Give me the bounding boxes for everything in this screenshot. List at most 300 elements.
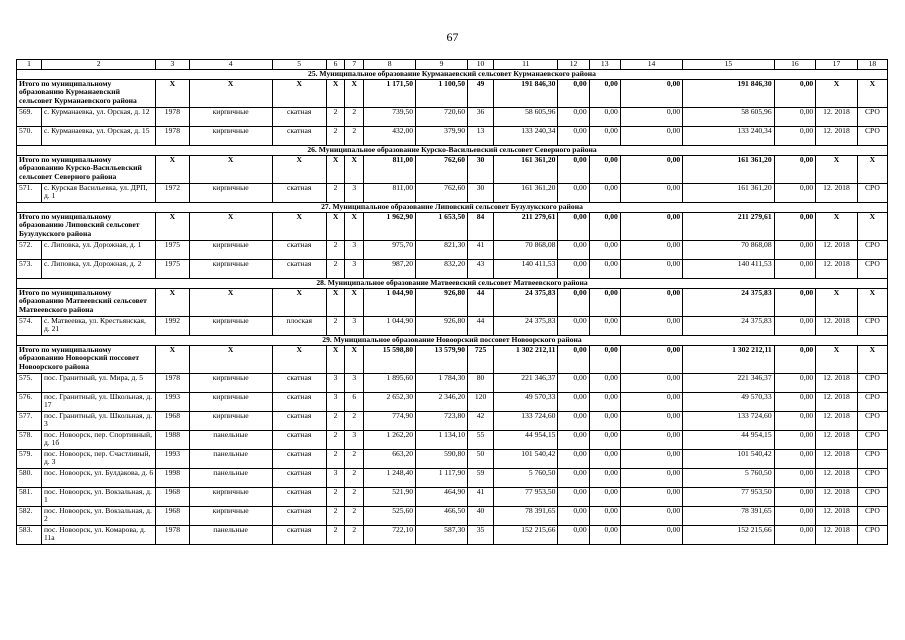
total-marker: X bbox=[816, 288, 858, 316]
total-area-value: 975,70 bbox=[364, 240, 416, 259]
floors-count: 3 bbox=[326, 468, 345, 487]
cost-value: 0,00 bbox=[774, 107, 816, 126]
entrances-count: 3 bbox=[345, 259, 364, 278]
total-marker: X bbox=[272, 345, 326, 373]
completion-deadline: 12. 2018 bbox=[816, 487, 858, 506]
total-area-value: 1 044,90 bbox=[364, 316, 416, 335]
total-cost-sum: 161 361,20 bbox=[683, 155, 774, 183]
row-number: 571. bbox=[17, 183, 42, 202]
total-cost: 211 279,61 bbox=[494, 212, 558, 240]
floors-count: 3 bbox=[326, 373, 345, 392]
repair-method: СРО bbox=[857, 183, 887, 202]
cost-value: 0,00 bbox=[589, 411, 620, 430]
cost-value: 0,00 bbox=[589, 240, 620, 259]
living-area-value: 832,20 bbox=[416, 259, 468, 278]
floors-count: 2 bbox=[326, 525, 345, 544]
cost-value: 0,00 bbox=[620, 316, 682, 335]
repair-cost: 24 375,83 bbox=[494, 316, 558, 335]
building-address: с. Курская Васильевка, ул. ДРП, д. 1 bbox=[41, 183, 155, 202]
entrances-count: 2 bbox=[345, 449, 364, 468]
column-number-header: 11 bbox=[494, 60, 558, 70]
column-number-header: 3 bbox=[156, 60, 189, 70]
table-row bbox=[17, 468, 888, 487]
table-row bbox=[17, 449, 888, 468]
total-marker: X bbox=[189, 155, 272, 183]
row-number: 581. bbox=[17, 487, 42, 506]
total-marker: X bbox=[326, 155, 345, 183]
total-value: 0,00 bbox=[774, 212, 816, 240]
cost-value: 0,00 bbox=[620, 487, 682, 506]
total-area-value: 432,00 bbox=[364, 126, 416, 145]
row-number: 574. bbox=[17, 316, 42, 335]
living-area-value: 2 346,20 bbox=[416, 392, 468, 411]
living-area-value: 466,50 bbox=[416, 506, 468, 525]
total-marker: X bbox=[857, 155, 887, 183]
residents-count: 42 bbox=[468, 411, 494, 430]
table-row bbox=[17, 373, 888, 392]
completion-deadline: 12. 2018 bbox=[816, 126, 858, 145]
construction-year: 1968 bbox=[156, 487, 189, 506]
entrances-count: 3 bbox=[345, 430, 364, 449]
total-area-value: 1 248,40 bbox=[364, 468, 416, 487]
cost-value: 0,00 bbox=[589, 487, 620, 506]
completion-deadline: 12. 2018 bbox=[816, 183, 858, 202]
page-number: 67 bbox=[446, 30, 459, 44]
repair-method: СРО bbox=[857, 316, 887, 335]
total-cost: 191 846,30 bbox=[494, 79, 558, 107]
roof-type: скатная bbox=[272, 126, 326, 145]
repair-cost-sum: 101 540,42 bbox=[683, 449, 774, 468]
roof-type: скатная bbox=[272, 392, 326, 411]
column-number-header: 4 bbox=[189, 60, 272, 70]
cost-value: 0,00 bbox=[589, 449, 620, 468]
building-address: с. Матвеевка, ул. Крестьянская, д. 21 bbox=[41, 316, 155, 335]
total-cost-sum: 24 375,83 bbox=[683, 288, 774, 316]
wall-material: панельные bbox=[189, 430, 272, 449]
table-row bbox=[17, 392, 888, 411]
total-area: 1 171,50 bbox=[364, 79, 416, 107]
cost-value: 0,00 bbox=[589, 183, 620, 202]
repair-cost: 161 361,20 bbox=[494, 183, 558, 202]
cost-value: 0,00 bbox=[558, 126, 589, 145]
total-area: 811,00 bbox=[364, 155, 416, 183]
repair-cost: 101 540,42 bbox=[494, 449, 558, 468]
repair-cost-sum: 58 605,96 bbox=[683, 107, 774, 126]
repair-cost-sum: 161 361,20 bbox=[683, 183, 774, 202]
repair-method: СРО bbox=[857, 506, 887, 525]
entrances-count: 2 bbox=[345, 487, 364, 506]
wall-material: кирпичные bbox=[189, 373, 272, 392]
completion-deadline: 12. 2018 bbox=[816, 240, 858, 259]
living-area-value: 587,30 bbox=[416, 525, 468, 544]
roof-type: скатная bbox=[272, 240, 326, 259]
living-area-value: 762,60 bbox=[416, 183, 468, 202]
living-area-value: 723,80 bbox=[416, 411, 468, 430]
table-row bbox=[17, 430, 888, 449]
building-address: с. Липовка, ул. Дорожная, д. 2 bbox=[41, 259, 155, 278]
total-marker: X bbox=[326, 345, 345, 373]
column-number-header: 17 bbox=[816, 60, 858, 70]
wall-material: панельные bbox=[189, 468, 272, 487]
entrances-count: 3 bbox=[345, 183, 364, 202]
column-number-header: 8 bbox=[364, 60, 416, 70]
entrances-count: 2 bbox=[345, 525, 364, 544]
total-cost-sum: 211 279,61 bbox=[683, 212, 774, 240]
entrances-count: 2 bbox=[345, 411, 364, 430]
floors-count: 2 bbox=[326, 183, 345, 202]
residents-count: 50 bbox=[468, 449, 494, 468]
roof-type: скатная bbox=[272, 430, 326, 449]
living-area-value: 926,80 bbox=[416, 316, 468, 335]
total-value: 0,00 bbox=[620, 288, 682, 316]
wall-material: кирпичные bbox=[189, 240, 272, 259]
cost-value: 0,00 bbox=[589, 525, 620, 544]
roof-type: плоская bbox=[272, 316, 326, 335]
construction-year: 1972 bbox=[156, 183, 189, 202]
total-value: 0,00 bbox=[620, 212, 682, 240]
section-title-row bbox=[17, 202, 888, 212]
cost-value: 0,00 bbox=[774, 487, 816, 506]
construction-year: 1978 bbox=[156, 525, 189, 544]
entrances-count: 3 bbox=[345, 316, 364, 335]
residents-count: 43 bbox=[468, 259, 494, 278]
total-residents: 44 bbox=[468, 288, 494, 316]
cost-value: 0,00 bbox=[620, 506, 682, 525]
cost-value: 0,00 bbox=[620, 449, 682, 468]
construction-year: 1978 bbox=[156, 126, 189, 145]
wall-material: панельные bbox=[189, 449, 272, 468]
repair-cost: 78 391,65 bbox=[494, 506, 558, 525]
cost-value: 0,00 bbox=[558, 430, 589, 449]
cost-value: 0,00 bbox=[620, 525, 682, 544]
total-value: 0,00 bbox=[558, 288, 589, 316]
floors-count: 2 bbox=[326, 107, 345, 126]
total-marker: X bbox=[857, 212, 887, 240]
cost-value: 0,00 bbox=[620, 468, 682, 487]
column-number-header-row bbox=[17, 60, 888, 70]
repair-cost-sum: 44 954,15 bbox=[683, 430, 774, 449]
total-label: Итого по муниципальному образованию Матвеевский сельсовет Матвеевского района bbox=[17, 288, 156, 316]
roof-type: скатная bbox=[272, 449, 326, 468]
roof-type: скатная bbox=[272, 468, 326, 487]
total-cost-sum: 191 846,30 bbox=[683, 79, 774, 107]
total-marker: X bbox=[272, 79, 326, 107]
repair-cost-sum: 24 375,83 bbox=[683, 316, 774, 335]
repair-cost: 44 954,15 bbox=[494, 430, 558, 449]
cost-value: 0,00 bbox=[558, 392, 589, 411]
construction-year: 1978 bbox=[156, 373, 189, 392]
section-total-row bbox=[17, 288, 888, 316]
residents-count: 40 bbox=[468, 506, 494, 525]
total-area: 15 598,80 bbox=[364, 345, 416, 373]
section-title: 28. Муниципальное образование Матвеевский сельсовет Матвеевского района bbox=[17, 278, 888, 288]
total-area-value: 521,90 bbox=[364, 487, 416, 506]
total-area-value: 663,20 bbox=[364, 449, 416, 468]
repair-method: СРО bbox=[857, 240, 887, 259]
residents-count: 35 bbox=[468, 525, 494, 544]
construction-year: 1993 bbox=[156, 449, 189, 468]
total-residents: 725 bbox=[468, 345, 494, 373]
roof-type: скатная bbox=[272, 259, 326, 278]
wall-material: кирпичные bbox=[189, 259, 272, 278]
floors-count: 2 bbox=[326, 240, 345, 259]
column-number-header: 14 bbox=[620, 60, 682, 70]
cost-value: 0,00 bbox=[620, 126, 682, 145]
cost-value: 0,00 bbox=[589, 373, 620, 392]
column-number-header: 10 bbox=[468, 60, 494, 70]
repair-method: СРО bbox=[857, 392, 887, 411]
construction-year: 1993 bbox=[156, 392, 189, 411]
total-marker: X bbox=[816, 79, 858, 107]
cost-value: 0,00 bbox=[774, 430, 816, 449]
row-number: 573. bbox=[17, 259, 42, 278]
repair-cost-sum: 49 570,33 bbox=[683, 392, 774, 411]
total-area-value: 1 262,20 bbox=[364, 430, 416, 449]
cost-value: 0,00 bbox=[774, 468, 816, 487]
repair-cost-sum: 221 346,37 bbox=[683, 373, 774, 392]
roof-type: скатная bbox=[272, 183, 326, 202]
total-value: 0,00 bbox=[620, 155, 682, 183]
column-number-header: 1 bbox=[17, 60, 42, 70]
completion-deadline: 12. 2018 bbox=[816, 506, 858, 525]
roof-type: скатная bbox=[272, 487, 326, 506]
residents-count: 59 bbox=[468, 468, 494, 487]
cost-value: 0,00 bbox=[558, 449, 589, 468]
column-number-header: 7 bbox=[345, 60, 364, 70]
completion-deadline: 12. 2018 bbox=[816, 259, 858, 278]
entrances-count: 3 bbox=[345, 373, 364, 392]
total-value: 0,00 bbox=[558, 79, 589, 107]
repair-cost: 152 215,66 bbox=[494, 525, 558, 544]
construction-year: 1988 bbox=[156, 430, 189, 449]
building-address: пос. Новоорск, ул. Комарова, д. 11а bbox=[41, 525, 155, 544]
total-area: 1 962,90 bbox=[364, 212, 416, 240]
total-area-value: 739,50 bbox=[364, 107, 416, 126]
row-number: 576. bbox=[17, 392, 42, 411]
total-marker: X bbox=[272, 288, 326, 316]
total-area-value: 2 652,30 bbox=[364, 392, 416, 411]
cost-value: 0,00 bbox=[558, 183, 589, 202]
repair-method: СРО bbox=[857, 126, 887, 145]
total-value: 0,00 bbox=[774, 288, 816, 316]
total-marker: X bbox=[189, 79, 272, 107]
total-value: 0,00 bbox=[589, 288, 620, 316]
completion-deadline: 12. 2018 bbox=[816, 107, 858, 126]
repair-cost-sum: 78 391,65 bbox=[683, 506, 774, 525]
total-marker: X bbox=[345, 288, 364, 316]
roof-type: скатная bbox=[272, 107, 326, 126]
row-number: 577. bbox=[17, 411, 42, 430]
row-number: 570. bbox=[17, 126, 42, 145]
column-number-header: 2 bbox=[41, 60, 155, 70]
repair-cost-sum: 70 868,08 bbox=[683, 240, 774, 259]
total-area-value: 774,90 bbox=[364, 411, 416, 430]
roof-type: скатная bbox=[272, 506, 326, 525]
repair-cost: 77 953,50 bbox=[494, 487, 558, 506]
cost-value: 0,00 bbox=[774, 316, 816, 335]
total-marker: X bbox=[816, 155, 858, 183]
total-residents: 49 bbox=[468, 79, 494, 107]
total-marker: X bbox=[189, 212, 272, 240]
cost-value: 0,00 bbox=[558, 411, 589, 430]
cost-value: 0,00 bbox=[620, 430, 682, 449]
total-marker: X bbox=[345, 79, 364, 107]
cost-value: 0,00 bbox=[558, 259, 589, 278]
column-number-header: 12 bbox=[558, 60, 589, 70]
floors-count: 2 bbox=[326, 487, 345, 506]
residents-count: 30 bbox=[468, 183, 494, 202]
total-marker: X bbox=[189, 345, 272, 373]
cost-value: 0,00 bbox=[774, 240, 816, 259]
column-number-header: 5 bbox=[272, 60, 326, 70]
total-cost: 161 361,20 bbox=[494, 155, 558, 183]
cost-value: 0,00 bbox=[774, 525, 816, 544]
repair-method: СРО bbox=[857, 259, 887, 278]
cost-value: 0,00 bbox=[558, 373, 589, 392]
total-living-area: 13 579,90 bbox=[416, 345, 468, 373]
cost-value: 0,00 bbox=[558, 240, 589, 259]
section-title: 25. Муниципальное образование Курманаевский сельсовет Курманаевского района bbox=[17, 69, 888, 79]
column-number-header: 9 bbox=[416, 60, 468, 70]
completion-deadline: 12. 2018 bbox=[816, 392, 858, 411]
residents-count: 36 bbox=[468, 107, 494, 126]
residents-count: 80 bbox=[468, 373, 494, 392]
completion-deadline: 12. 2018 bbox=[816, 468, 858, 487]
floors-count: 2 bbox=[326, 430, 345, 449]
completion-deadline: 12. 2018 bbox=[816, 449, 858, 468]
cost-value: 0,00 bbox=[589, 259, 620, 278]
total-marker: X bbox=[816, 212, 858, 240]
total-cost: 24 375,83 bbox=[494, 288, 558, 316]
entrances-count: 3 bbox=[345, 240, 364, 259]
repair-cost: 58 605,96 bbox=[494, 107, 558, 126]
building-address: с. Курманаевка, ул. Орская, д. 15 bbox=[41, 126, 155, 145]
table-row bbox=[17, 411, 888, 430]
wall-material: кирпичные bbox=[189, 316, 272, 335]
section-title-row bbox=[17, 335, 888, 345]
repair-method: СРО bbox=[857, 411, 887, 430]
total-value: 0,00 bbox=[558, 155, 589, 183]
total-value: 0,00 bbox=[589, 212, 620, 240]
wall-material: кирпичные bbox=[189, 487, 272, 506]
cost-value: 0,00 bbox=[774, 506, 816, 525]
residents-count: 13 bbox=[468, 126, 494, 145]
floors-count: 2 bbox=[326, 449, 345, 468]
repair-cost-sum: 133 724,60 bbox=[683, 411, 774, 430]
living-area-value: 464,90 bbox=[416, 487, 468, 506]
building-address: с. Курманаевка, ул. Орская, д. 12 bbox=[41, 107, 155, 126]
total-value: 0,00 bbox=[558, 345, 589, 373]
total-living-area: 926,80 bbox=[416, 288, 468, 316]
building-address: пос. Новоорск, ул. Вокзальная, д. 1 bbox=[41, 487, 155, 506]
repair-cost: 140 411,53 bbox=[494, 259, 558, 278]
cost-value: 0,00 bbox=[558, 316, 589, 335]
building-address: пос. Гранитный, ул. Школьная, д. 3 bbox=[41, 411, 155, 430]
total-marker: X bbox=[326, 288, 345, 316]
wall-material: панельные bbox=[189, 525, 272, 544]
building-address: пос. Гранитный, ул. Школьная, д. 17 bbox=[41, 392, 155, 411]
repair-method: СРО bbox=[857, 430, 887, 449]
entrances-count: 2 bbox=[345, 468, 364, 487]
section-total-row bbox=[17, 155, 888, 183]
total-marker: X bbox=[857, 79, 887, 107]
cost-value: 0,00 bbox=[774, 411, 816, 430]
residents-count: 41 bbox=[468, 487, 494, 506]
completion-deadline: 12. 2018 bbox=[816, 316, 858, 335]
section-title-row bbox=[17, 278, 888, 288]
completion-deadline: 12. 2018 bbox=[816, 525, 858, 544]
total-marker: X bbox=[345, 345, 364, 373]
cost-value: 0,00 bbox=[589, 316, 620, 335]
construction-year: 1992 bbox=[156, 316, 189, 335]
living-area-value: 821,30 bbox=[416, 240, 468, 259]
total-marker: X bbox=[857, 345, 887, 373]
row-number: 579. bbox=[17, 449, 42, 468]
capital-repair-register-table bbox=[16, 59, 888, 545]
roof-type: скатная bbox=[272, 411, 326, 430]
cost-value: 0,00 bbox=[589, 126, 620, 145]
total-area: 1 044,90 bbox=[364, 288, 416, 316]
section-total-row bbox=[17, 345, 888, 373]
column-number-header: 18 bbox=[857, 60, 887, 70]
repair-cost: 133 240,34 bbox=[494, 126, 558, 145]
total-marker: X bbox=[272, 212, 326, 240]
section-title: 26. Муниципальное образование Курско-Васильевский сельсовет Северного района bbox=[17, 145, 888, 155]
cost-value: 0,00 bbox=[620, 240, 682, 259]
cost-value: 0,00 bbox=[589, 107, 620, 126]
table-row bbox=[17, 240, 888, 259]
total-area-value: 987,20 bbox=[364, 259, 416, 278]
wall-material: кирпичные bbox=[189, 506, 272, 525]
total-marker: X bbox=[816, 345, 858, 373]
repair-cost-sum: 152 215,66 bbox=[683, 525, 774, 544]
cost-value: 0,00 bbox=[558, 468, 589, 487]
entrances-count: 6 bbox=[345, 392, 364, 411]
building-address: пос. Гранитный, ул. Мира, д. 5 bbox=[41, 373, 155, 392]
cost-value: 0,00 bbox=[620, 392, 682, 411]
total-living-area: 1 653,50 bbox=[416, 212, 468, 240]
living-area-value: 590,80 bbox=[416, 449, 468, 468]
living-area-value: 720,60 bbox=[416, 107, 468, 126]
floors-count: 2 bbox=[326, 259, 345, 278]
construction-year: 1968 bbox=[156, 506, 189, 525]
repair-method: СРО bbox=[857, 525, 887, 544]
total-marker: X bbox=[345, 212, 364, 240]
repair-cost-sum: 133 240,34 bbox=[683, 126, 774, 145]
residents-count: 41 bbox=[468, 240, 494, 259]
cost-value: 0,00 bbox=[558, 487, 589, 506]
total-value: 0,00 bbox=[774, 155, 816, 183]
cost-value: 0,00 bbox=[774, 373, 816, 392]
repair-method: СРО bbox=[857, 107, 887, 126]
repair-cost: 221 346,37 bbox=[494, 373, 558, 392]
column-number-header: 16 bbox=[774, 60, 816, 70]
completion-deadline: 12. 2018 bbox=[816, 430, 858, 449]
cost-value: 0,00 bbox=[620, 373, 682, 392]
total-value: 0,00 bbox=[774, 345, 816, 373]
cost-value: 0,00 bbox=[589, 430, 620, 449]
total-marker: X bbox=[857, 288, 887, 316]
building-address: пос. Новоорск, ул. Вокзальная, д. 2 bbox=[41, 506, 155, 525]
cost-value: 0,00 bbox=[620, 259, 682, 278]
row-number: 569. bbox=[17, 107, 42, 126]
total-value: 0,00 bbox=[589, 79, 620, 107]
cost-value: 0,00 bbox=[558, 525, 589, 544]
row-number: 578. bbox=[17, 430, 42, 449]
section-title-row bbox=[17, 69, 888, 79]
total-value: 0,00 bbox=[558, 212, 589, 240]
table-row bbox=[17, 525, 888, 544]
